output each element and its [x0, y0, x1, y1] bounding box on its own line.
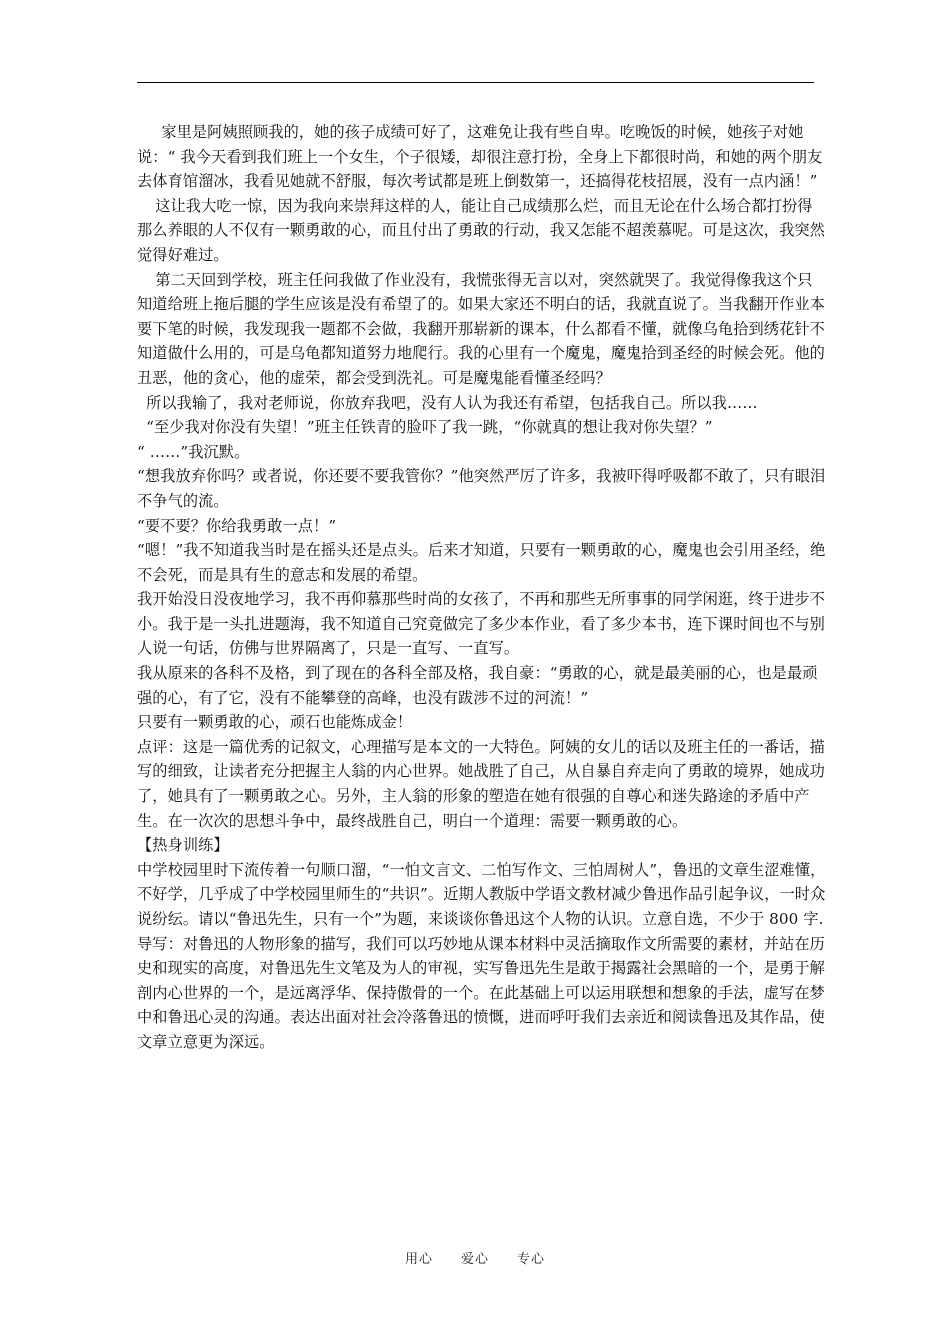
- paragraph-surprise: 这让我大吃一惊，因为我向来崇拜这样的人，能让自己成绩那么烂，而且无论在什么场合都打扮得那么养眼的人不仅有一颗勇敢的心，而且付出了勇敢的行动，我又怎能不超羡慕呢。可是这次，我突然觉得好难过。: [137, 196, 825, 264]
- page-footer: 用心 爱心 专心: [404, 1252, 545, 1267]
- paragraph-commentary: 点评：这是一篇优秀的记叙文，心理描写是本文的一大特色。阿姨的女儿的话以及班主任的一番话，描写的细致，让读者充分把握主人翁的内心世界。她战胜了自己，从自暴自弃走向了勇敢的境界，她成功了，她具有了一颗勇敢之心。另外，主人翁的形象的塑造在她有很强的自尊心和迷失路途的矛盾中产生。在一次次的思想斗争中，最终战胜自己，明白一个道理：需要一颗勇敢的心。: [137, 737, 825, 830]
- paragraph-conclusion: 只要有一颗勇敢的心，顽石也能炼成金！: [137, 713, 413, 732]
- header-rule: [137, 82, 814, 83]
- section-heading-warmup: 【热身训练】: [137, 836, 229, 855]
- paragraph-i-lost: 所以我输了，我对老师说，你放弃我吧，没有人认为我还有希望，包括我自己。所以我……: [146, 393, 758, 412]
- paragraph-teacher-not-disappointed: “至少我对你没有失望！”班主任铁青的脸吓了我一跳，“你就真的想让我对你失望？”: [146, 418, 713, 437]
- paragraph-give-up: “想我放弃你吗？或者说，你还要不要我管你？”他突然严厉了许多，我被吓得呼吸都不敢了，只有眼泪不争气的流。: [137, 467, 826, 510]
- document-body: [137, 120, 827, 1055]
- paragraph-nod: “嗯！”我不知道我当时是在摇头还是点头。后来才知道，只要有一颗勇敢的心，魔鬼也会引用圣经，绝不会死，而是具有生的意志和发展的希望。: [137, 541, 826, 584]
- paragraph-writing-guide: 导写：对鲁迅的人物形象的描写，我们可以巧妙地从课本材料中灵活摘取作文所需要的素材，并站在历史和现实的高度，对鲁迅先生文笔及为人的审视，实写鲁迅先生是敢于揭露社会黑暗的一个，是勇于解剖内心世界的一个，是远离浮华、保持傲骨的一个。在此基础上可以运用联想和想象的手法，虚写在梦中和鲁迅心灵的沟通。表达出面对社会冷落鲁迅的愤慨，进而呼吁我们去亲近和阅读鲁迅及其作品，使文章立意更为深远。: [137, 934, 825, 1051]
- paragraph-study: 我开始没日没夜地学习，我不再仰慕那些时尚的女孩了，不再和那些无所事事的同学闲逛，终于进步不小。我于是一头扎进题海，我不知道自己究竟做完了多少本作业，看了多少本书，连下课时间也不与别人说一句话，仿佛与世界隔离了，只是一直写、一直写。: [137, 590, 825, 658]
- paragraph-silence: “ ……”我沉默。: [137, 442, 250, 461]
- paragraph-assignment: 中学校园里时下流传着一句顺口溜，“一怕文言文、二怕写作文、三怕周树人”，鲁迅的文章生涩难懂，不好学，几乎成了中学校园里师生的“共识”。近期人教版中学语文教材减少鲁迅作品引起争议，一时众说纷纭。请以“鲁迅先生，只有一个”为题，来谈谈你鲁迅这个人物的认识。立意自选，不少于 800 字.: [137, 860, 826, 928]
- paragraph-pass: 我从原来的各科不及格，到了现在的各科全部及格，我自豪：“勇敢的心，就是最美丽的心，也是最顽强的心，有了它，没有不能攀登的高峰，也没有跋涉不过的河流！”: [137, 664, 818, 707]
- paragraph-aunt-child: 家里是阿姨照顾我的，她的孩子成绩可好了，这难免让我有些自卑。吃晚饭的时候，她孩子对她说：“ 我今天看到我们班上一个女生，个子很矮，却很注意打扮，全身上下都很时尚，和她的两个朋友去体育馆溜冰，我看见她就不舒服，每次考试都是班上倒数第一，还搞得花枝招展，没有一点内涵！”: [137, 123, 823, 191]
- paragraph-next-day: 第二天回到学校，班主任问我做了作业没有，我慌张得无言以对，突然就哭了。我觉得像我这个只知道给班上拖后腿的学生应该是没有希望了的。如果大家还不明白的话，我就直说了。当我翻开作业本要下笔的时候，我发现我一题都不会做，我翻开那崭新的课本，什么都看不懂，就像乌龟拾到绣花针不知道做什么用的，可是乌龟都知道努力地爬行。我的心里有一个魔鬼，魔鬼拾到圣经的时候会死。他的丑恶，他的贪心，他的虚荣，都会受到洗礼。可是魔鬼能看懂圣经吗？: [137, 270, 825, 387]
- paragraph-be-brave: “要不要？你给我勇敢一点！”: [137, 516, 337, 535]
